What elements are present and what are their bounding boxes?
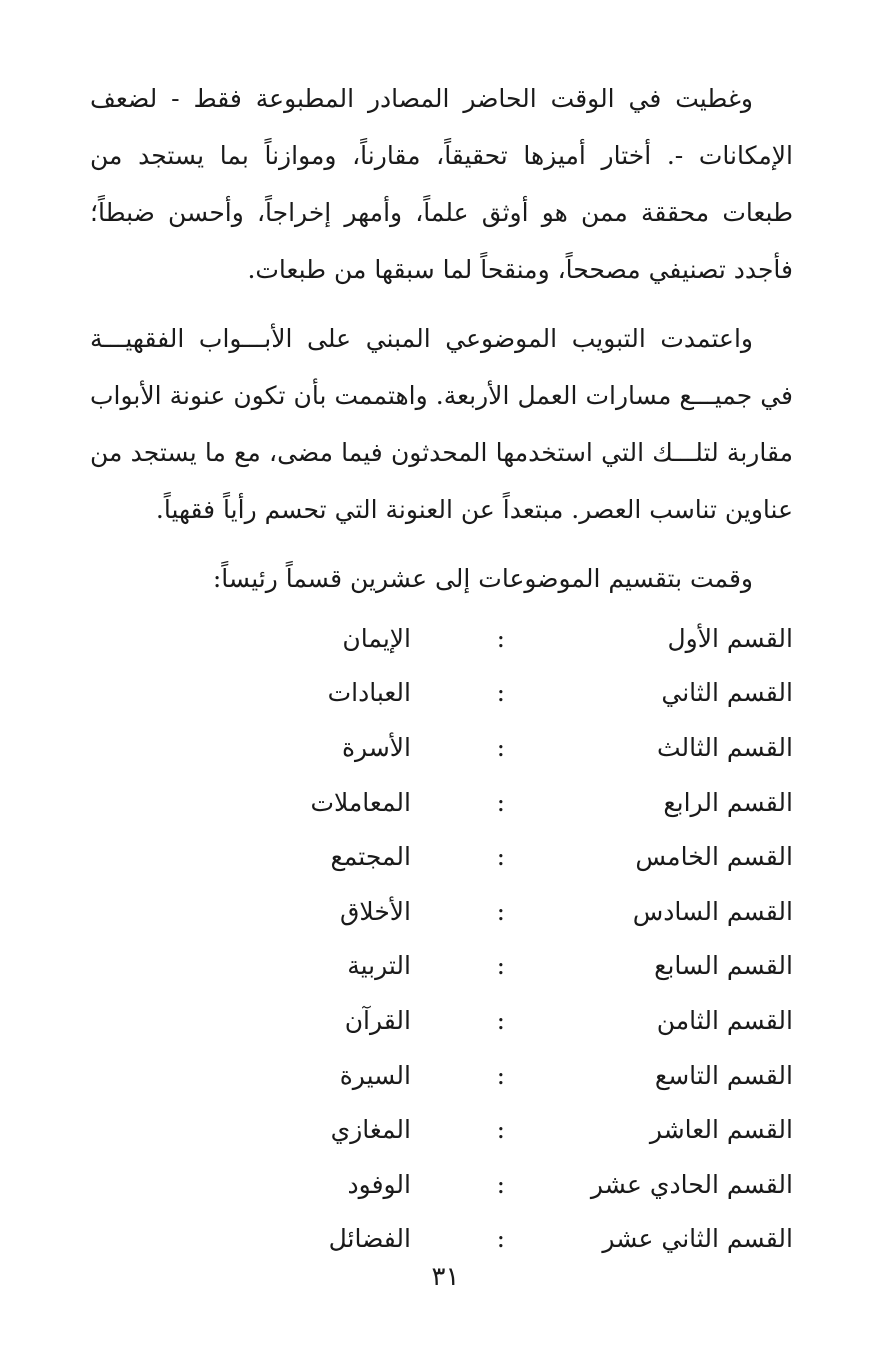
section-topic: القرآن — [344, 1005, 411, 1035]
page-number: ٣١ — [431, 1262, 460, 1292]
section-topic: الإيمان — [342, 623, 411, 653]
section-name: القسم الرابع — [663, 787, 793, 817]
section-name: القسم السابع — [654, 951, 793, 981]
section-separator: : — [496, 1060, 505, 1090]
section-row — [90, 1212, 793, 1267]
section-row — [90, 611, 793, 666]
section-name: القسم الثامن — [656, 1005, 793, 1035]
section-separator: : — [496, 1169, 505, 1199]
section-separator: : — [496, 951, 505, 981]
paragraph-sources: وغطيت في الوقت الحاضر المصادر المطبوعة فقط - لضعف الإمكانات -. أختار أميزها تحقيقاً، مقارناً، وموازناً بما يستجد من طبعات محققة ممن هو أوثق علماً، وأمهر إخراجاً، وأحسن ضبطاً؛ فأجدد تصنيفي مصححاً، ومنقحاً لما سبقها من طبعات. — [90, 84, 793, 284]
section-topic: المعاملات — [310, 787, 411, 817]
section-row — [90, 939, 793, 994]
section-separator: : — [496, 678, 505, 708]
section-topic: العبادات — [327, 678, 411, 708]
section-row — [90, 1102, 793, 1157]
section-row — [90, 666, 793, 721]
section-separator: : — [496, 842, 505, 872]
section-row — [90, 1157, 793, 1212]
section-topic: الوفود — [347, 1169, 411, 1199]
section-name: القسم التاسع — [654, 1060, 793, 1090]
section-row — [90, 884, 793, 939]
section-separator: : — [496, 896, 505, 926]
section-separator: : — [496, 732, 505, 762]
sections-intro: وقمت بتقسيم الموضوعات إلى عشرين قسماً رئيساً: — [212, 564, 753, 593]
section-topic: الأسرة — [341, 732, 411, 762]
section-topic: الأخلاق — [340, 896, 411, 926]
section-row — [90, 993, 793, 1048]
sections-list — [90, 611, 793, 1266]
section-topic: التربية — [347, 951, 411, 981]
section-name: القسم الثالث — [657, 732, 793, 762]
section-topic: المجتمع — [330, 842, 411, 872]
section-row — [90, 720, 793, 775]
section-topic: السيرة — [339, 1060, 411, 1090]
section-name: القسم الثاني — [661, 678, 793, 708]
section-row — [90, 775, 793, 830]
section-name: القسم السادس — [632, 896, 793, 926]
section-name: القسم الخامس — [635, 842, 793, 872]
section-topic: المغازي — [330, 1115, 411, 1145]
section-separator: : — [496, 1224, 505, 1254]
page-body — [90, 70, 793, 1266]
section-separator: : — [496, 1115, 505, 1145]
section-name: القسم الأول — [667, 623, 793, 653]
section-name: القسم الثاني عشر — [602, 1224, 793, 1254]
section-separator: : — [496, 787, 505, 817]
section-separator: : — [496, 1005, 505, 1035]
section-topic: الفضائل — [328, 1224, 411, 1254]
section-name: القسم الحادي عشر — [590, 1169, 793, 1199]
section-row — [90, 1048, 793, 1103]
paragraph-classification: واعتمدت التبويب الموضوعي المبني على الأبـــواب الفقهيـــة في جميـــع مسارات العمل الأربعة. واهتممت بأن تكون عنونة الأبواب مقاربة لتلـــك التي استخدمها المحدثون فيما مضى، مع ما يستجد من عناوين تناسب العصر. مبتعداً عن العنونة التي تحسم رأياً فقهياً. — [90, 324, 793, 524]
section-row — [90, 829, 793, 884]
section-name: القسم العاشر — [649, 1115, 793, 1145]
section-separator: : — [496, 623, 505, 653]
